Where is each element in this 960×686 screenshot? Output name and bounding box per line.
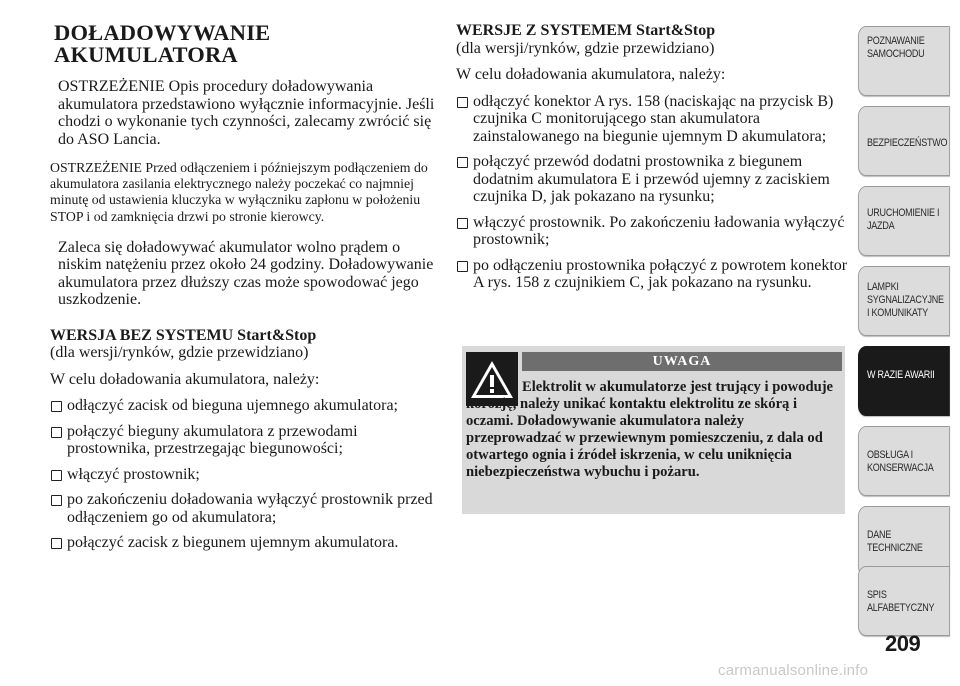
page-title [54,22,440,66]
section-title: WERSJE Z SYSTEMEM Start&Stop [456,22,716,39]
checkbox-bullet-icon [457,157,468,168]
tab-poznawanie-samochodu[interactable]: POZNAWANIE SAMOCHODU [858,26,950,96]
checkbox-bullet-icon [457,218,468,229]
section-subtitle: (dla wersji/rynków, gdzie przewidziano) [50,344,309,362]
right-column [456,22,848,300]
left-column [50,20,440,560]
checkbox-bullet-icon [457,97,468,108]
title-line-2: AKUMULATORA [54,42,238,67]
section-intro: W celu doładowania akumulatora, należy: [456,66,726,83]
tab-obsluga-konserwacja[interactable]: OBSŁUGA I KONSERWACJA [858,426,950,496]
tab-dane-techniczne[interactable]: DANE TECHNICZNE [858,506,950,576]
list-item: po zakończeniu doładowania wyłączyć prostownik przed odłączeniem go od akumulatora; [50,491,440,526]
list-item: odłączyć zacisk od bieguna ujemnego akumulatora; [50,397,440,415]
title-line-1: DOŁADOWYWANIE [54,20,271,45]
steps-list [456,93,848,292]
page-number: 209 [885,631,921,656]
list-item: włączyć prostownik; [50,466,440,484]
section-intro: W celu doładowania akumulatora, należy: [50,370,320,388]
list-item: włączyć prostownik. Po zakończeniu ładowania wyłączyć prostownik; [456,214,848,249]
tab-lampki-sygnalizacyjne[interactable]: LAMPKI SYGNALIZACYJNE I KOMUNIKATY [858,266,950,336]
advice-paragraph: Zaleca się doładowywać akumulator wolno prądem o niskim natężeniu przez około 24 godziny. Doładowywanie akumulatora przez dłuższy czas może spowodować jego uszkodzenie. [58,238,434,309]
tab-bezpieczenstwo[interactable]: BEZPIECZEŃSTWO [858,106,950,176]
list-item: połączyć zacisk z biegunem ujemnym akumulatora. [50,534,440,552]
checkbox-bullet-icon [51,470,62,481]
warning-disconnect-paragraph: OSTRZEŻENIE Przed odłączeniem i późniejszym podłączeniem do akumulatora zasilania elektrycznego należy poczekać co najmniej minutę od ustawienia kluczyka w wyłączniku zapłonu w położeniu STOP i od zamknięcia drzwi po stronie kierowcy. [50,160,428,224]
section-title: WERSJA BEZ SYSTEMU Start&Stop [50,326,317,344]
checkbox-bullet-icon [51,538,62,549]
list-item: połączyć przewód dodatni prostownika z biegunem dodatnim akumulatora E i przewód ujemny z zaciskiem czujnika D, jak pokazano na rysunku; [456,153,848,206]
list-item: połączyć bieguny akumulatora z przewodami prostownika, przestrzegając biegunowości; [50,423,440,458]
tab-uruchomienie-jazda[interactable]: URUCHOMIENIE I JAZDA [858,186,950,256]
tab-w-razie-awarii[interactable]: W RAZIE AWARII [858,346,950,416]
checkbox-bullet-icon [51,427,62,438]
list-item: po odłączeniu prostownika połączyć z powrotem konektor A rys. 158 z czujnikiem C, jak pokazano na rysunku. [456,257,848,292]
caution-label: UWAGA [522,352,842,371]
section-subtitle: (dla wersji/rynków, gdzie przewidziano) [456,39,715,57]
checkbox-bullet-icon [51,401,62,412]
checkbox-bullet-icon [51,495,62,506]
section-without-start-stop [50,327,440,552]
tab-spis-alfabetyczny[interactable]: SPIS ALFABETYCZNY [858,566,950,636]
list-item: odłączyć konektor A rys. 158 (naciskając na przycisk B) czujnika C monitorującego stan akumulatora zainstalowanego na biegunie ujemnym D akumulatora; [456,93,848,146]
checkbox-bullet-icon [457,261,468,272]
steps-list [50,397,440,552]
caution-text: Elektrolit w akumulatorze jest trujący i powoduje korozję, należy unikać kontaktu elektrolitu ze skórą i oczami. Doładowywanie akumulatora należy przeprowadzać w przewiewnym pomieszczeniu, z dala od otwartego ognia i źródeł iskrzenia, w celu uniknięcia niebezpieczeństwa wybuchu i pożaru. [466,379,834,480]
warning-info-paragraph: OSTRZEŻENIE Opis procedury doładowywania akumulatora przedstawiono wyłącznie informacyjnie. Jeśli chodzi o wykonanie tych czynności, zalecamy zwrócić się do ASO Lancia. [58,78,435,148]
watermark: carmanualsonline.info [718,662,869,679]
caution-box [462,346,845,514]
